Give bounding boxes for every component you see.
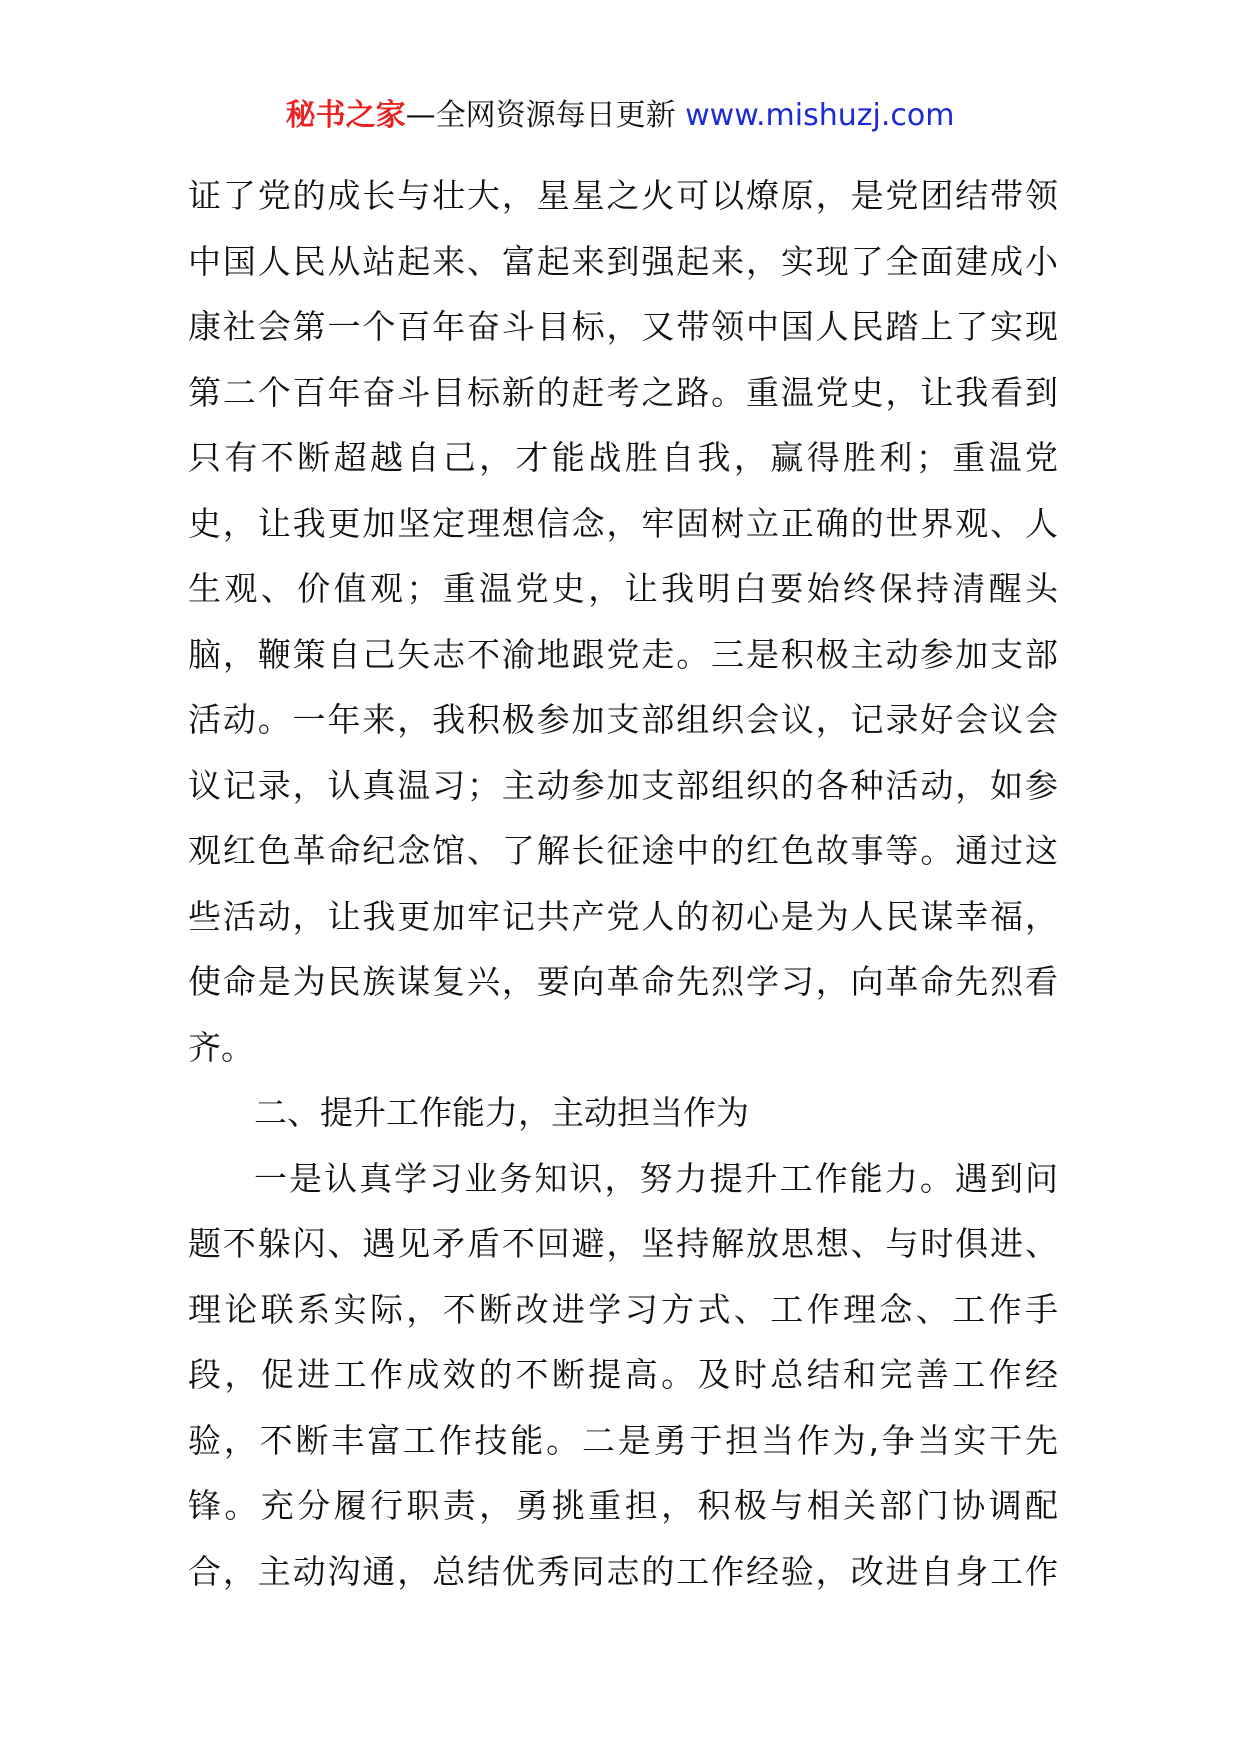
- text-line: 只有不断超越自己，才能战胜自我，赢得胜利；重温党: [188, 438, 1058, 477]
- text-line: 锋。充分履行职责，勇挑重担，积极与相关部门协调配: [188, 1486, 1058, 1525]
- text-line: 中国人民从站起来、富起来到强起来，实现了全面建成小: [188, 241, 1058, 281]
- text-line: 些活动，让我更加牢记共产党人的初心是为人民谋幸福，: [188, 896, 1058, 936]
- section-heading: 二、提升工作能力，主动担当作为: [254, 1093, 749, 1132]
- text-line: 使命是为民族谋复兴，要向革命先烈学习，向革命先烈看: [188, 962, 1058, 1001]
- text-line: 生观、价值观；重温党史，让我明白要始终保持清醒头: [188, 569, 1058, 608]
- text-line: 合，主动沟通，总结优秀同志的工作经验，改进自身工作: [188, 1551, 1058, 1591]
- document-body: [188, 163, 1058, 1604]
- text-line: 活动。一年来，我积极参加支部组织会议，记录好会议会: [188, 700, 1058, 739]
- text-line: 脑，鞭策自己矢志不渝地跟党走。三是积极主动参加支部: [188, 634, 1058, 674]
- text-line: 议记录，认真温习；主动参加支部组织的各种活动，如参: [188, 765, 1058, 805]
- header-slogan: —全网资源每日更新: [405, 98, 686, 133]
- brand-name: 秘书之家: [285, 98, 406, 133]
- text-line: 观红色革命纪念馆、了解长征途中的红色故事等。通过这: [188, 831, 1058, 870]
- text-line: 齐。: [188, 1027, 254, 1067]
- text-line: 第二个百年奋斗目标新的赶考之路。重温党史，让我看到: [188, 372, 1058, 412]
- text-line: 验，不断丰富工作技能。二是勇于担当作为,争当实干先: [188, 1420, 1058, 1460]
- text-line: 史，让我更加坚定理想信念，牢固树立正确的世界观、人: [188, 503, 1058, 543]
- text-line: 证了党的成长与壮大，星星之火可以燎原，是党团结带领: [188, 176, 1058, 215]
- page-header: [0, 94, 1240, 138]
- paragraph-first-line: 一是认真学习业务知识，努力提升工作能力。遇到问: [254, 1158, 1058, 1198]
- website-link[interactable]: www.mishuzj.com: [685, 98, 955, 133]
- text-line: 段，促进工作成效的不断提高。及时总结和完善工作经: [188, 1355, 1058, 1394]
- text-line: 康社会第一个百年奋斗目标，又带领中国人民踏上了实现: [188, 307, 1058, 346]
- text-line: 题不躲闪、遇见矛盾不回避，坚持解放思想、与时俱进、: [188, 1224, 1058, 1263]
- text-line: 理论联系实际，不断改进学习方式、工作理念、工作手: [188, 1289, 1058, 1329]
